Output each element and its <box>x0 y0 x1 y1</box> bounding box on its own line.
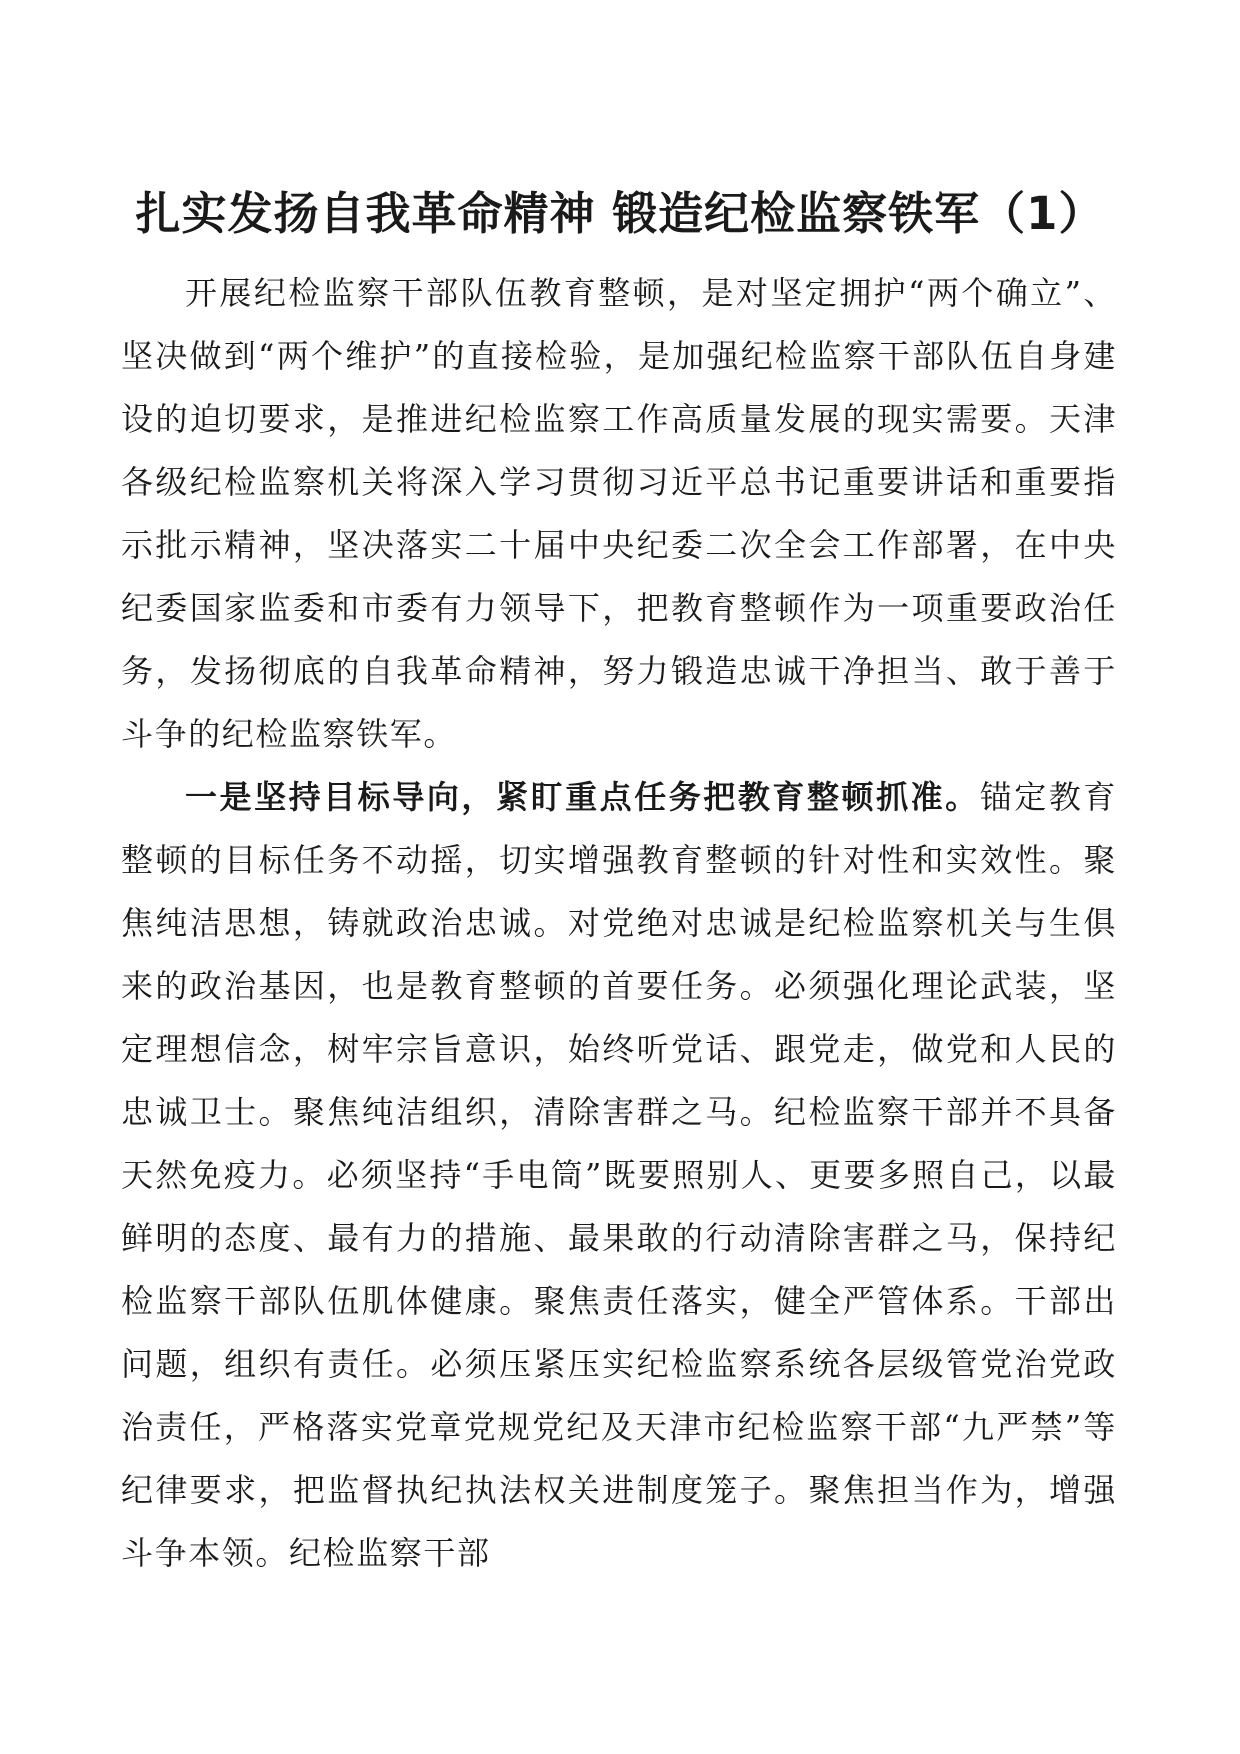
paragraph-text: 锚定教育整顿的目标任务不动摇，切实增强教育整顿的针对性和实效性。聚焦纯洁思想，铸就政治忠诚。对党绝对忠诚是纪检监察机关与生俱来的政治基因，也是教育整顿的首要任务。必须强化理论武装，坚定理想信念，树牢宗旨意识，始终听党话、跟党走，做党和人民的忠诚卫士。聚焦纯洁组织，清除害群之马。纪检监察干部并不具备天然免疫力。必须坚持“手电筒”既要照别人、更要多照自己，以最鲜明的态度、最有力的措施、最果敢的行动清除害群之马，保持纪检监察干部队伍肌体健康。聚焦责任落实，健全严管体系。干部出问题，组织有责任。必须压紧压实纪检监察系统各层级管党治党政治责任，严格落实党章党规党纪及天津市纪检监察干部“九严禁”等纪律要求，把监督执纪执法权关进制度笼子。聚焦担当作为，增强斗争本领。纪检监察干部 <box>121 778 1117 1572</box>
paragraph-lead-heading: 一是坚持目标导向，紧盯重点任务把教育整顿抓准。 <box>185 778 980 816</box>
document-body <box>121 262 1117 1585</box>
paragraph-text: 开展纪检监察干部队伍教育整顿，是对坚定拥护“两个确立”、坚决做到“两个维护”的直接检验，是加强纪检监察干部队伍自身建设的迫切要求，是推进纪检监察工作高质量发展的现实需要。天津各级纪检监察机关将深入学习贯彻习近平总书记重要讲话和重要指示批示精神，坚决落实二十届中央纪委二次全会工作部署，在中央纪委国家监委和市委有力领导下，把教育整顿作为一项重要政治任务，发扬彻底的自我革命精神，努力锻造忠诚干净担当、敢于善于斗争的纪检监察铁军。 <box>121 274 1117 753</box>
paragraph-point-one <box>121 766 1117 1585</box>
document-title: 扎实发扬自我革命精神 锻造纪检监察铁军（1） <box>135 187 1105 240</box>
paragraph-intro <box>121 262 1117 766</box>
